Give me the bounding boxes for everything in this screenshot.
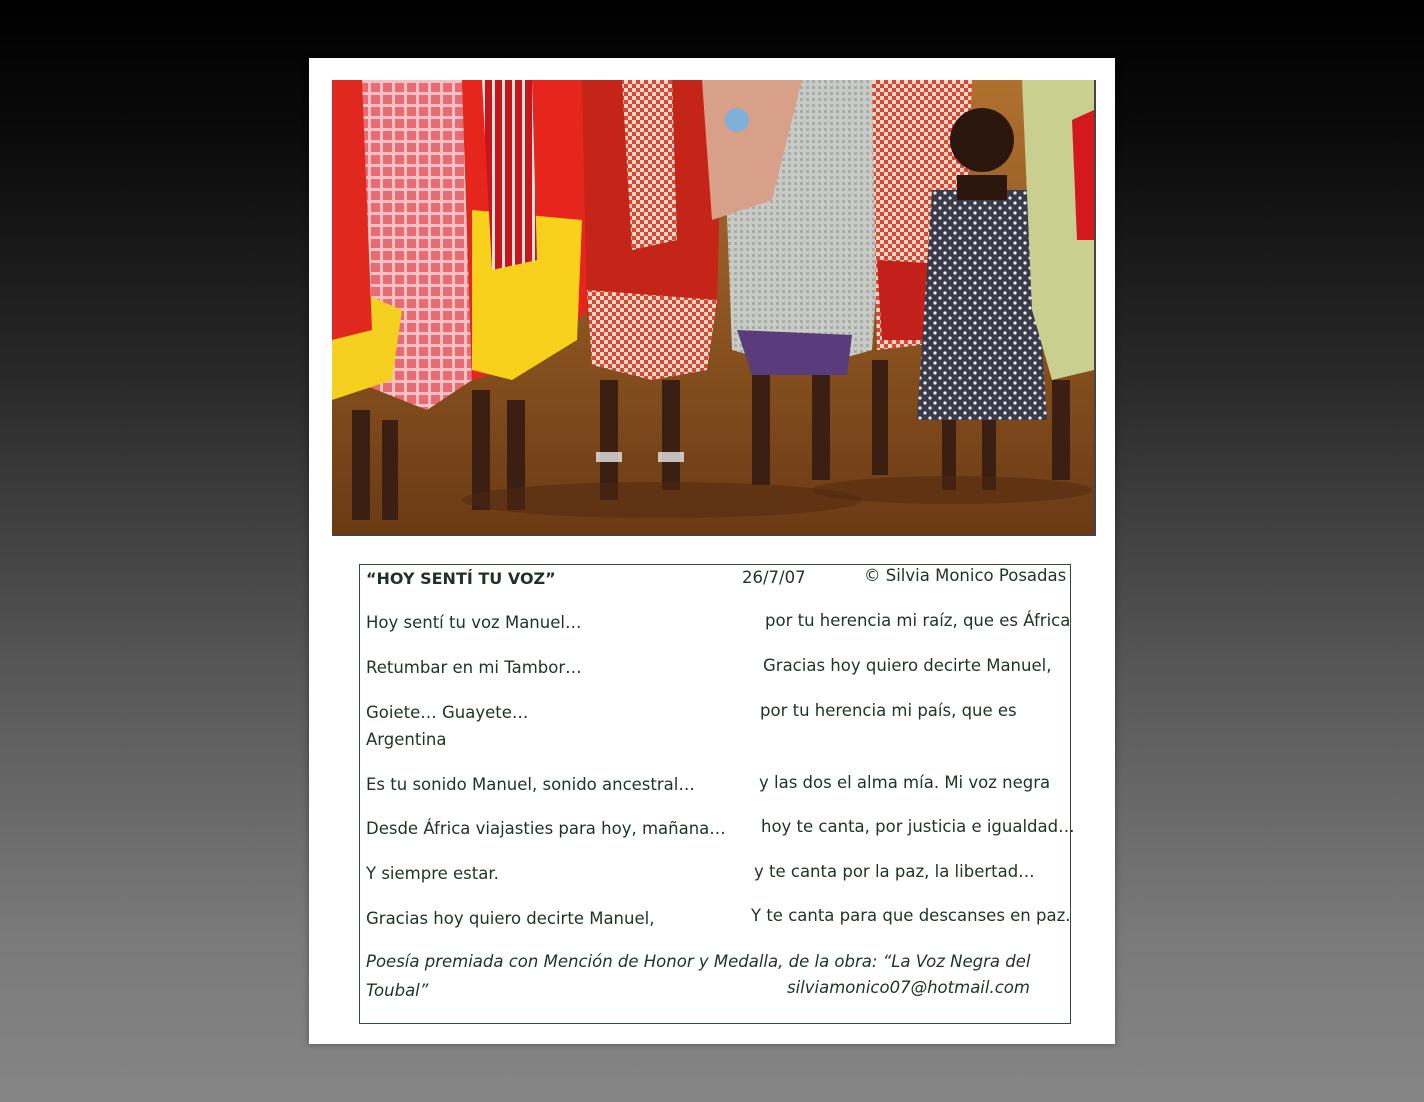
left-line: Retumbar en mi Tambor… <box>366 658 582 677</box>
left-line: Goiete… Guayete… <box>366 703 529 722</box>
document-page <box>309 58 1115 1044</box>
left-line: Desde África viajasties para hoy, mañana… <box>366 819 726 838</box>
award-note: Poesía premiada con Mención de Honor y Medalla, de la obra: “La Voz Negra del <box>366 952 1031 971</box>
right-line: Gracias hoy quiero decirte Manuel, <box>763 656 1052 675</box>
right-line: hoy te canta, por justicia e igualdad… <box>761 817 1075 836</box>
author-email: silviamonico07@hotmail.com <box>787 978 1030 997</box>
left-line: Y siempre estar. <box>366 864 499 883</box>
right-line: por tu herencia mi raíz, que es África <box>765 611 1071 630</box>
poem-date: 26/7/07 <box>742 568 806 587</box>
african-dresses-photo <box>332 80 1096 536</box>
right-line: y las dos el alma mía. Mi voz negra <box>759 773 1051 792</box>
left-line: Argentina <box>366 730 447 749</box>
left-line: Hoy sentí tu voz Manuel… <box>366 613 582 632</box>
poem-box <box>359 564 1075 1024</box>
left-line: Es tu sonido Manuel, sonido ancestral… <box>366 775 695 794</box>
award-note-continued: Toubal” <box>366 981 429 1000</box>
right-line: y te canta por la paz, la libertad… <box>754 862 1035 881</box>
poem-title: “HOY SENTÍ TU VOZ” <box>366 569 556 588</box>
poem-author: © Silvia Monico Posadas <box>864 566 1067 585</box>
left-line: Gracias hoy quiero decirte Manuel, <box>366 909 655 928</box>
right-line: Y te canta para que descanses en paz. <box>751 906 1071 925</box>
right-line: por tu herencia mi país, que es <box>760 701 1017 720</box>
